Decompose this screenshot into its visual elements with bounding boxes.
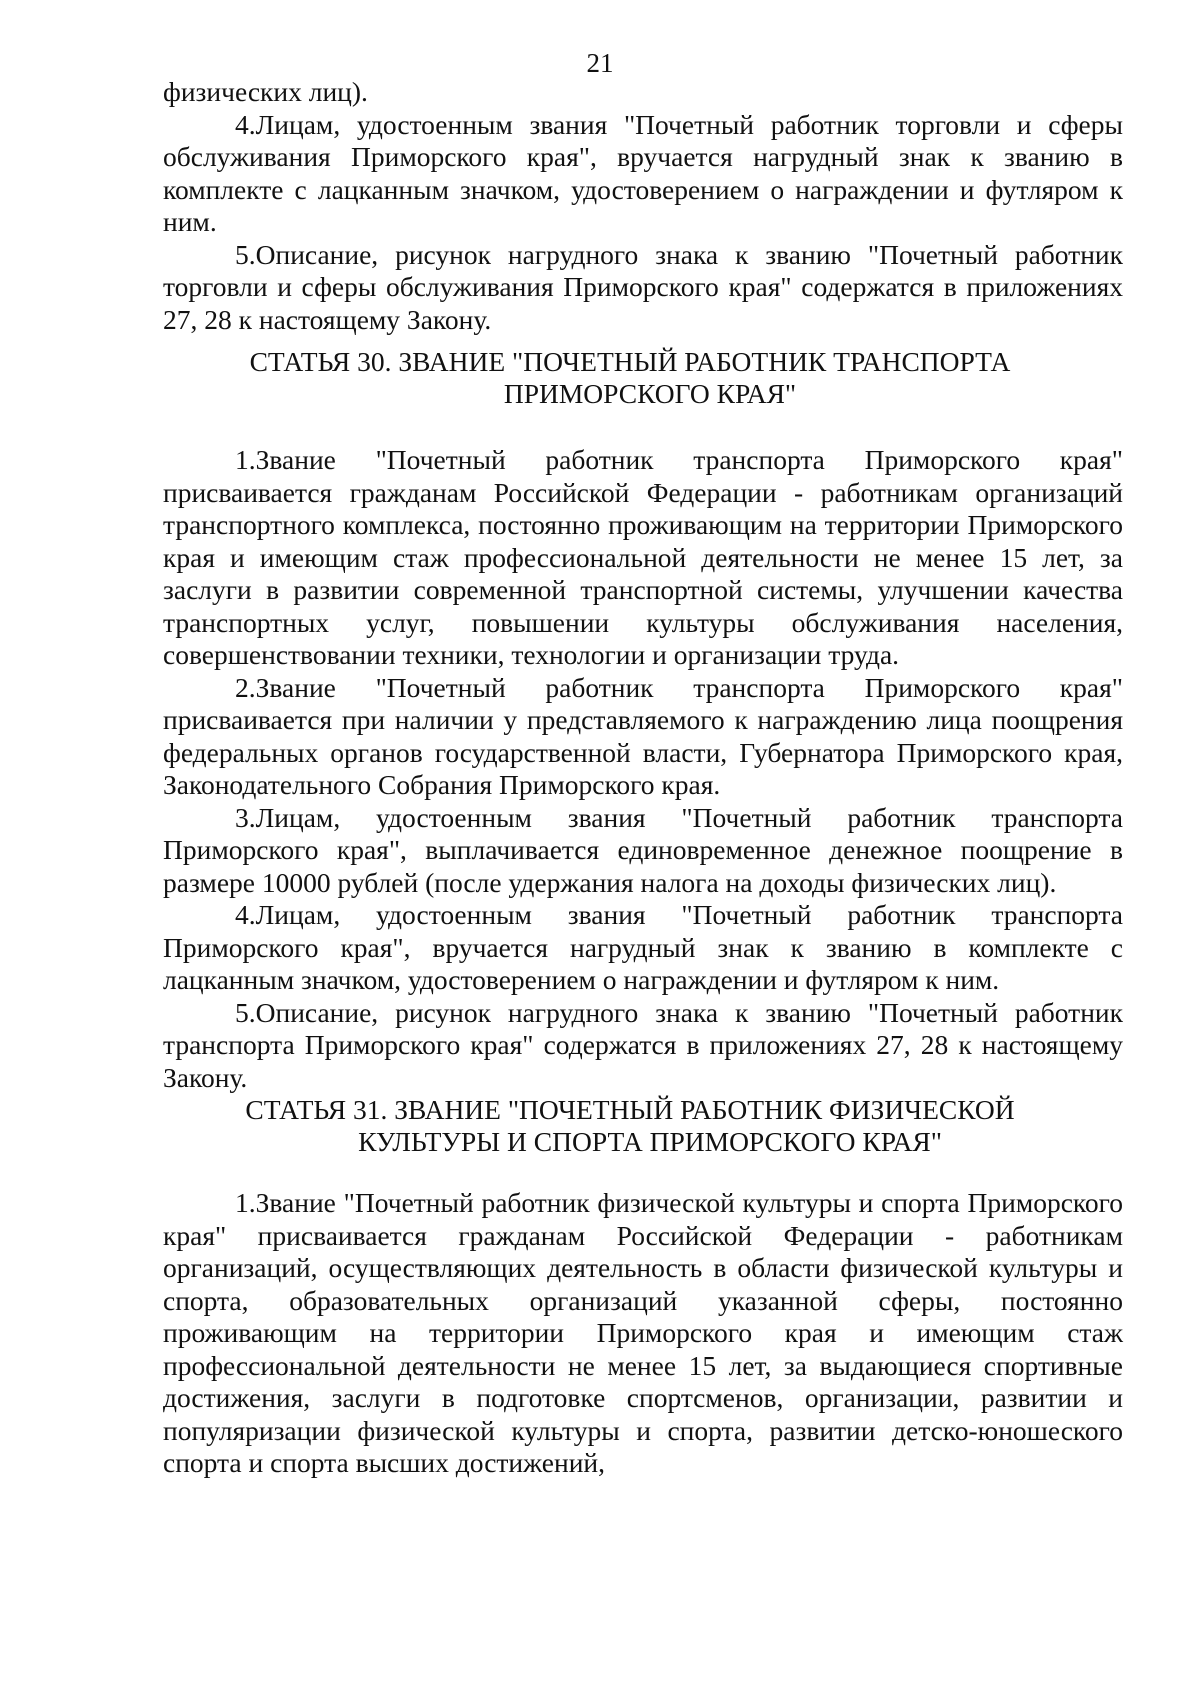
heading-line: ПРИМОРСКОГО КРАЯ"	[503, 378, 797, 409]
article-31-heading	[150, 1094, 1110, 1158]
heading-line: СТАТЬЯ 31. ЗВАНИЕ "ПОЧЕТНЫЙ РАБОТНИК ФИЗИЧЕСКОЙ	[245, 1094, 1015, 1125]
paragraph: 4.Лицам, удостоенным звания "Почетный работник транспорта Приморского края", вручается нагрудный знак к званию в комплекте с лацканным значком, удостоверением о награждении и футляром к ним.	[163, 899, 1123, 995]
page-number: 21	[586, 48, 614, 78]
top-text-block	[163, 76, 1123, 336]
paragraph: 4.Лицам, удостоенным звания "Почетный работник торговли и сферы обслуживания Приморского края", вручается нагрудный знак к званию в комплекте с лацканным значком, удостоверением о награждении и футляром к ним.	[163, 108, 1123, 237]
heading-line: КУЛЬТУРЫ И СПОРТА ПРИМОРСКОГО КРАЯ"	[358, 1126, 942, 1157]
article-30-heading	[150, 346, 1110, 410]
paragraph: 1.Звание "Почетный работник транспорта Приморского края" присваивается гражданам Российской Федерации - работникам организаций транспортного комплекса, постоянно проживающим на территории Приморского края и имеющим стаж профессиональной деятельности не менее 15 лет, за заслуги в развитии современной транспортной системы, улучшении качества транспортных услуг, повышении культуры обслуживания населения, совершенствовании техники, технологии и организации труда.	[163, 444, 1123, 670]
article-31-body	[163, 1187, 1123, 1480]
paragraph: 2.Звание "Почетный работник транспорта Приморского края" присваивается при наличии у представляемого к награждению лица поощрения федеральных органов государственной власти, Губернатора Приморского края, Законодательного Собрания Приморского края.	[163, 671, 1123, 800]
article-30-body	[163, 444, 1123, 1094]
paragraph: 1.Звание "Почетный работник физической культуры и спорта Приморского края" присваивается гражданам Российской Федерации - работникам организаций, осуществляющих деятельность в области физической культуры и спорта, образовательных организаций указанной сферы, постоянно проживающим на территории Приморского края и имеющим стаж профессиональной деятельности не менее 15 лет, за выдающиеся спортивные достижения, заслуги в подготовке спортсменов, организации, развитии и популяризации физической культуры и спорта, развитии детско-юношеского спорта и спорта высших достижений,	[163, 1187, 1123, 1478]
paragraph: 5.Описание, рисунок нагрудного знака к званию "Почетный работник транспорта Приморского края" содержатся в приложениях 27, 28 к настоящему Закону.	[163, 996, 1123, 1093]
paragraph: 5.Описание, рисунок нагрудного знака к званию "Почетный работник торговли и сферы обслуживания Приморского края" содержатся в приложениях 27, 28 к настоящему Закону.	[163, 238, 1123, 335]
heading-line: СТАТЬЯ 30. ЗВАНИЕ "ПОЧЕТНЫЙ РАБОТНИК ТРАНСПОРТА	[249, 346, 1011, 377]
paragraph-continuation: физических лиц).	[163, 76, 368, 107]
paragraph: 3.Лицам, удостоенным звания "Почетный работник транспорта Приморского края", выплачивается единовременное денежное поощрение в размере 10000 рублей (после удержания налога на доходы физических лиц).	[163, 801, 1123, 898]
